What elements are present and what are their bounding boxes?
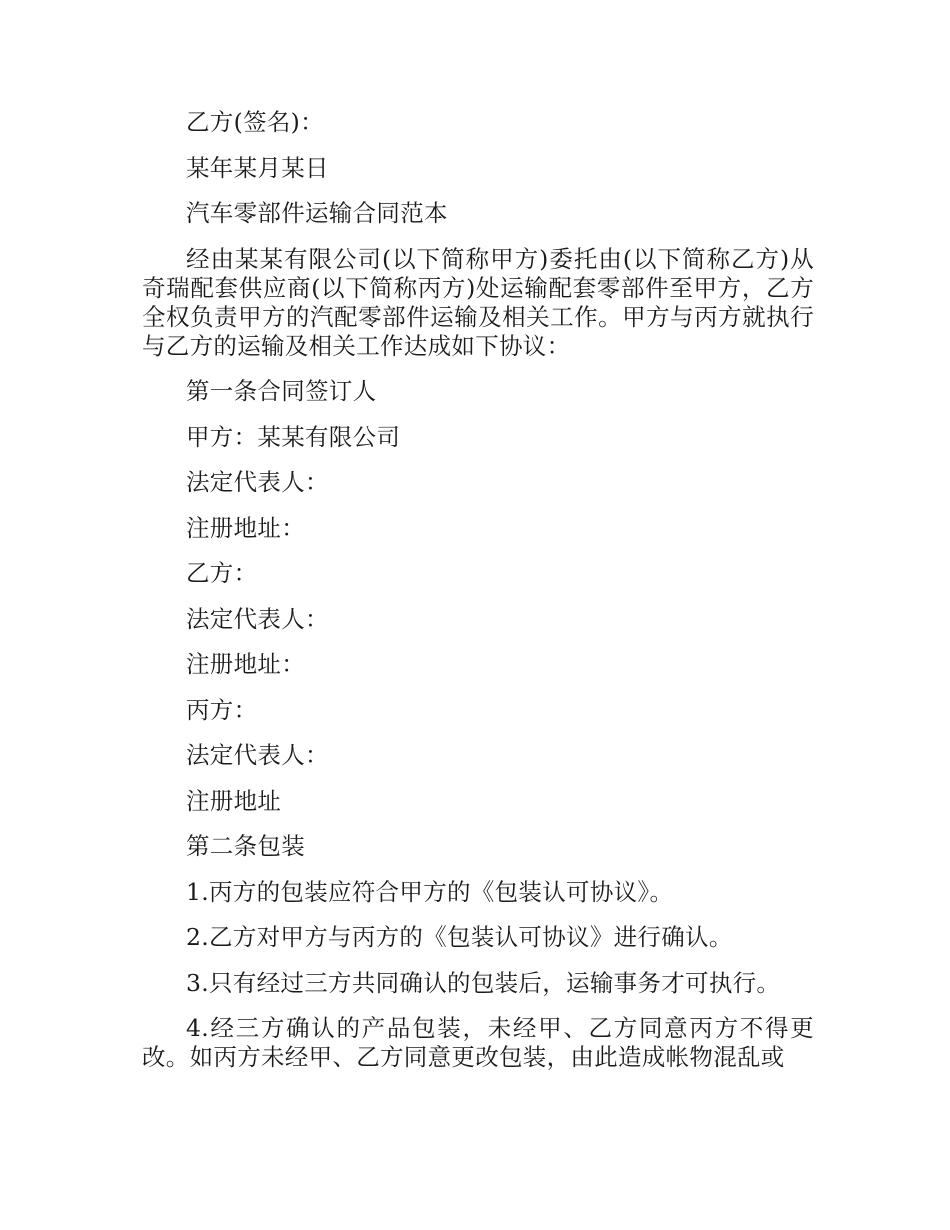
party-c-representative: 法定代表人： xyxy=(186,741,329,769)
intro-paragraph: 经由某某有限公司(以下简称甲方)委托由(以下简称乙方)从奇瑞配套供应商(以下简称丙方)处运输配套零部件至甲方，乙方全权负责甲方的汽配零部件运输及相关工作。甲方与丙方就执行与乙方的运输及相关工作达成如下协议： xyxy=(142,244,814,360)
clause-2-1: 1.丙方的包装应符合甲方的《包装认可协议》。 xyxy=(186,877,674,906)
party-c-name: 丙方： xyxy=(186,695,258,724)
party-a-address: 注册地址： xyxy=(186,513,305,542)
party-b-name: 乙方： xyxy=(186,559,258,587)
document-body xyxy=(142,108,814,1072)
clause-2-4: 4.经三方确认的产品包装，未经甲、乙方同意丙方不得更改。如丙方未经甲、乙方同意更改包装，由此造成帐物混乱或 xyxy=(142,1014,814,1071)
party-c-address: 注册地址 xyxy=(186,786,282,815)
party-a-name: 甲方：某某有限公司 xyxy=(186,422,401,451)
signature-line-party-b: 乙方(签名)： xyxy=(186,108,324,136)
party-a-representative: 法定代表人： xyxy=(186,468,329,496)
party-b-address: 注册地址： xyxy=(186,650,305,678)
clause-2-2: 2.乙方对甲方与丙方的《包装认可协议》进行确认。 xyxy=(186,923,733,951)
document-title: 汽车零部件运输合同范本 xyxy=(186,199,448,227)
party-b-representative: 法定代表人： xyxy=(186,604,329,633)
clause-2-3: 3.只有经过三方共同确认的包装后，运输事务才可执行。 xyxy=(186,968,781,997)
date-line: 某年某月某日 xyxy=(186,153,329,182)
article-1-heading: 第一条合同签订人 xyxy=(186,377,377,405)
article-2-heading: 第二条包装 xyxy=(186,832,305,860)
